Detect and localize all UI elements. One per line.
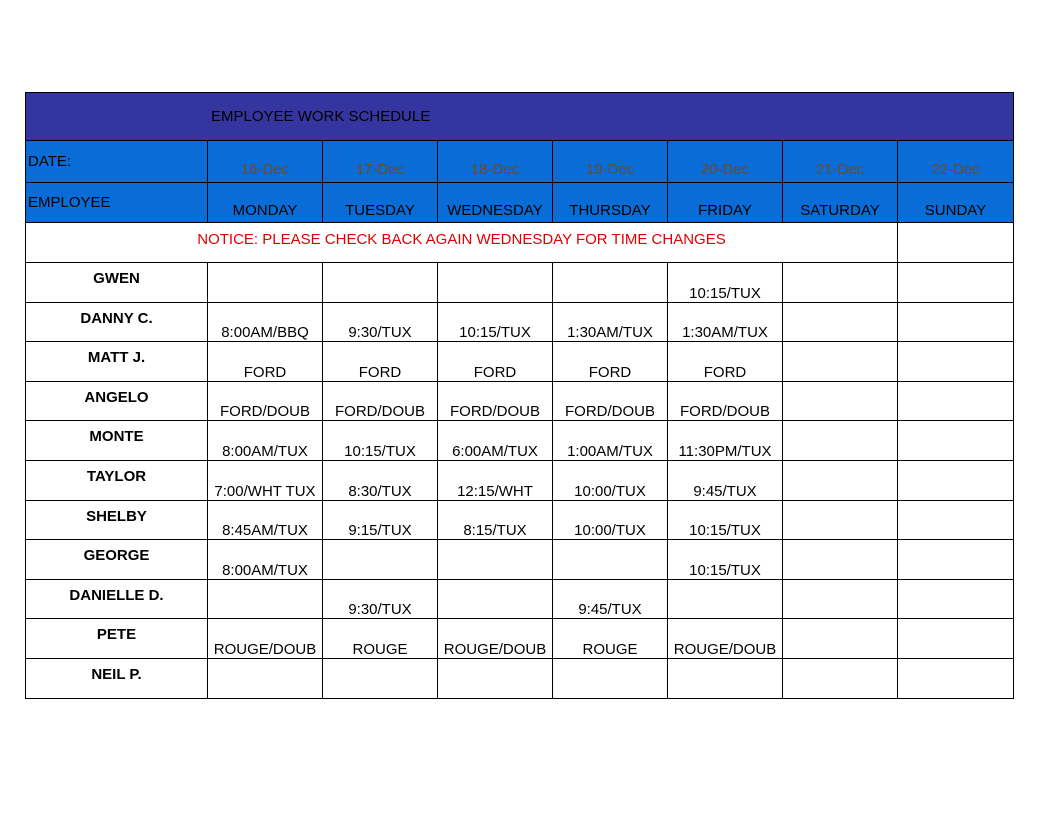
shift-cell[interactable]	[438, 540, 553, 580]
shift-cell[interactable]	[553, 263, 668, 303]
shift-cell[interactable]	[783, 460, 898, 500]
employee-name: DANIELLE D.	[26, 579, 208, 619]
shift-cell[interactable]: ROUGE	[553, 619, 668, 659]
day-row	[26, 183, 1014, 223]
employee-name: TAYLOR	[26, 460, 208, 500]
day-cell: WEDNESDAY	[438, 183, 553, 223]
shift-cell[interactable]	[438, 658, 553, 698]
shift-cell[interactable]	[208, 263, 323, 303]
shift-cell[interactable]: 8:45AM/TUX	[208, 500, 323, 540]
shift-cell[interactable]	[898, 421, 1014, 461]
shift-cell[interactable]: 1:00AM/TUX	[553, 421, 668, 461]
notice-empty-cell[interactable]	[898, 223, 1014, 263]
shift-cell[interactable]: 10:15/TUX	[438, 302, 553, 342]
shift-cell[interactable]	[783, 381, 898, 421]
day-cell: TUESDAY	[323, 183, 438, 223]
date-cell: 21-Dec	[783, 141, 898, 183]
schedule-title: EMPLOYEE WORK SCHEDULE	[26, 93, 1014, 141]
shift-cell[interactable]	[668, 658, 783, 698]
shift-cell[interactable]	[323, 658, 438, 698]
employee-row	[26, 658, 1014, 698]
employee-name: DANNY C.	[26, 302, 208, 342]
shift-cell[interactable]	[783, 421, 898, 461]
date-cell: 19-Dec	[553, 141, 668, 183]
shift-cell[interactable]	[898, 619, 1014, 659]
shift-cell[interactable]: FORD	[553, 342, 668, 382]
title-row	[26, 93, 1014, 141]
employee-label: EMPLOYEE	[26, 183, 208, 223]
employee-row	[26, 381, 1014, 421]
employee-row	[26, 500, 1014, 540]
shift-cell[interactable]: 10:00/TUX	[553, 460, 668, 500]
employee-name: ANGELO	[26, 381, 208, 421]
shift-cell[interactable]	[783, 342, 898, 382]
shift-cell[interactable]	[323, 263, 438, 303]
shift-cell[interactable]	[898, 302, 1014, 342]
employee-row	[26, 460, 1014, 500]
shift-cell[interactable]: FORD	[438, 342, 553, 382]
shift-cell[interactable]	[783, 263, 898, 303]
shift-cell[interactable]: FORD	[323, 342, 438, 382]
shift-cell[interactable]: ROUGE/DOUB	[208, 619, 323, 659]
shift-cell[interactable]: 8:30/TUX	[323, 460, 438, 500]
shift-cell[interactable]: 10:15/TUX	[668, 500, 783, 540]
shift-cell[interactable]: 10:00/TUX	[553, 500, 668, 540]
shift-cell[interactable]: ROUGE/DOUB	[438, 619, 553, 659]
day-cell: SATURDAY	[783, 183, 898, 223]
shift-cell[interactable]: 9:15/TUX	[323, 500, 438, 540]
shift-cell[interactable]	[783, 540, 898, 580]
shift-cell[interactable]	[783, 500, 898, 540]
employee-row	[26, 579, 1014, 619]
employee-row	[26, 540, 1014, 580]
shift-cell[interactable]	[898, 540, 1014, 580]
shift-cell[interactable]: 7:00/WHT TUX	[208, 460, 323, 500]
shift-cell[interactable]: 8:00AM/BBQ	[208, 302, 323, 342]
shift-cell[interactable]: FORD/DOUB	[438, 381, 553, 421]
shift-cell[interactable]: 1:30AM/TUX	[668, 302, 783, 342]
shift-cell[interactable]	[898, 381, 1014, 421]
notice-row	[26, 223, 1014, 263]
shift-cell[interactable]	[438, 579, 553, 619]
shift-cell[interactable]: 11:30PM/TUX	[668, 421, 783, 461]
shift-cell[interactable]: 1:30AM/TUX	[553, 302, 668, 342]
shift-cell[interactable]: ROUGE	[323, 619, 438, 659]
employee-name: SHELBY	[26, 500, 208, 540]
employee-name: NEIL P.	[26, 658, 208, 698]
shift-cell[interactable]: 6:00AM/TUX	[438, 421, 553, 461]
day-cell: THURSDAY	[553, 183, 668, 223]
shift-cell[interactable]	[898, 460, 1014, 500]
shift-cell[interactable]: 8:00AM/TUX	[208, 421, 323, 461]
shift-cell[interactable]: 8:00AM/TUX	[208, 540, 323, 580]
shift-cell[interactable]	[898, 658, 1014, 698]
date-cell: 22-Dec	[898, 141, 1014, 183]
employee-name: MATT J.	[26, 342, 208, 382]
shift-cell[interactable]	[783, 658, 898, 698]
shift-cell[interactable]: FORD/DOUB	[323, 381, 438, 421]
employee-row	[26, 342, 1014, 382]
shift-cell[interactable]: FORD/DOUB	[668, 381, 783, 421]
shift-cell[interactable]: 12:15/WHT	[438, 460, 553, 500]
employee-row	[26, 263, 1014, 303]
shift-cell[interactable]: 9:30/TUX	[323, 302, 438, 342]
shift-cell[interactable]	[208, 658, 323, 698]
shift-cell[interactable]	[783, 619, 898, 659]
shift-cell[interactable]	[553, 658, 668, 698]
notice-text: NOTICE: PLEASE CHECK BACK AGAIN WEDNESDAY FOR TIME CHANGES	[26, 223, 898, 263]
shift-cell[interactable]	[898, 342, 1014, 382]
date-row	[26, 141, 1014, 183]
shift-cell[interactable]: 10:15/TUX	[668, 263, 783, 303]
shift-cell[interactable]	[323, 540, 438, 580]
day-cell: FRIDAY	[668, 183, 783, 223]
shift-cell[interactable]	[553, 540, 668, 580]
shift-cell[interactable]: FORD/DOUB	[208, 381, 323, 421]
day-cell: SUNDAY	[898, 183, 1014, 223]
date-cell: 18-Dec	[438, 141, 553, 183]
date-label: DATE:	[26, 141, 208, 183]
date-cell: 16-Dec	[208, 141, 323, 183]
shift-cell[interactable]: FORD/DOUB	[553, 381, 668, 421]
day-cell: MONDAY	[208, 183, 323, 223]
shift-cell[interactable]: 9:45/TUX	[553, 579, 668, 619]
schedule-table	[25, 92, 1014, 699]
shift-cell[interactable]: 10:15/TUX	[323, 421, 438, 461]
shift-cell[interactable]	[668, 579, 783, 619]
shift-cell[interactable]: 8:15/TUX	[438, 500, 553, 540]
employee-name: GEORGE	[26, 540, 208, 580]
shift-cell[interactable]: 10:15/TUX	[668, 540, 783, 580]
date-cell: 20-Dec	[668, 141, 783, 183]
shift-cell[interactable]	[898, 263, 1014, 303]
shift-cell[interactable]	[208, 579, 323, 619]
employee-row	[26, 302, 1014, 342]
shift-cell[interactable]	[438, 263, 553, 303]
employee-name: MONTE	[26, 421, 208, 461]
shift-cell[interactable]: 9:45/TUX	[668, 460, 783, 500]
shift-cell[interactable]: FORD	[668, 342, 783, 382]
shift-cell[interactable]: ROUGE/DOUB	[668, 619, 783, 659]
shift-cell[interactable]: 9:30/TUX	[323, 579, 438, 619]
employee-row	[26, 421, 1014, 461]
employee-name: PETE	[26, 619, 208, 659]
shift-cell[interactable]	[898, 500, 1014, 540]
shift-cell[interactable]	[783, 302, 898, 342]
employee-name: GWEN	[26, 263, 208, 303]
date-cell: 17-Dec	[323, 141, 438, 183]
shift-cell[interactable]	[898, 579, 1014, 619]
employee-row	[26, 619, 1014, 659]
shift-cell[interactable]: FORD	[208, 342, 323, 382]
shift-cell[interactable]	[783, 579, 898, 619]
